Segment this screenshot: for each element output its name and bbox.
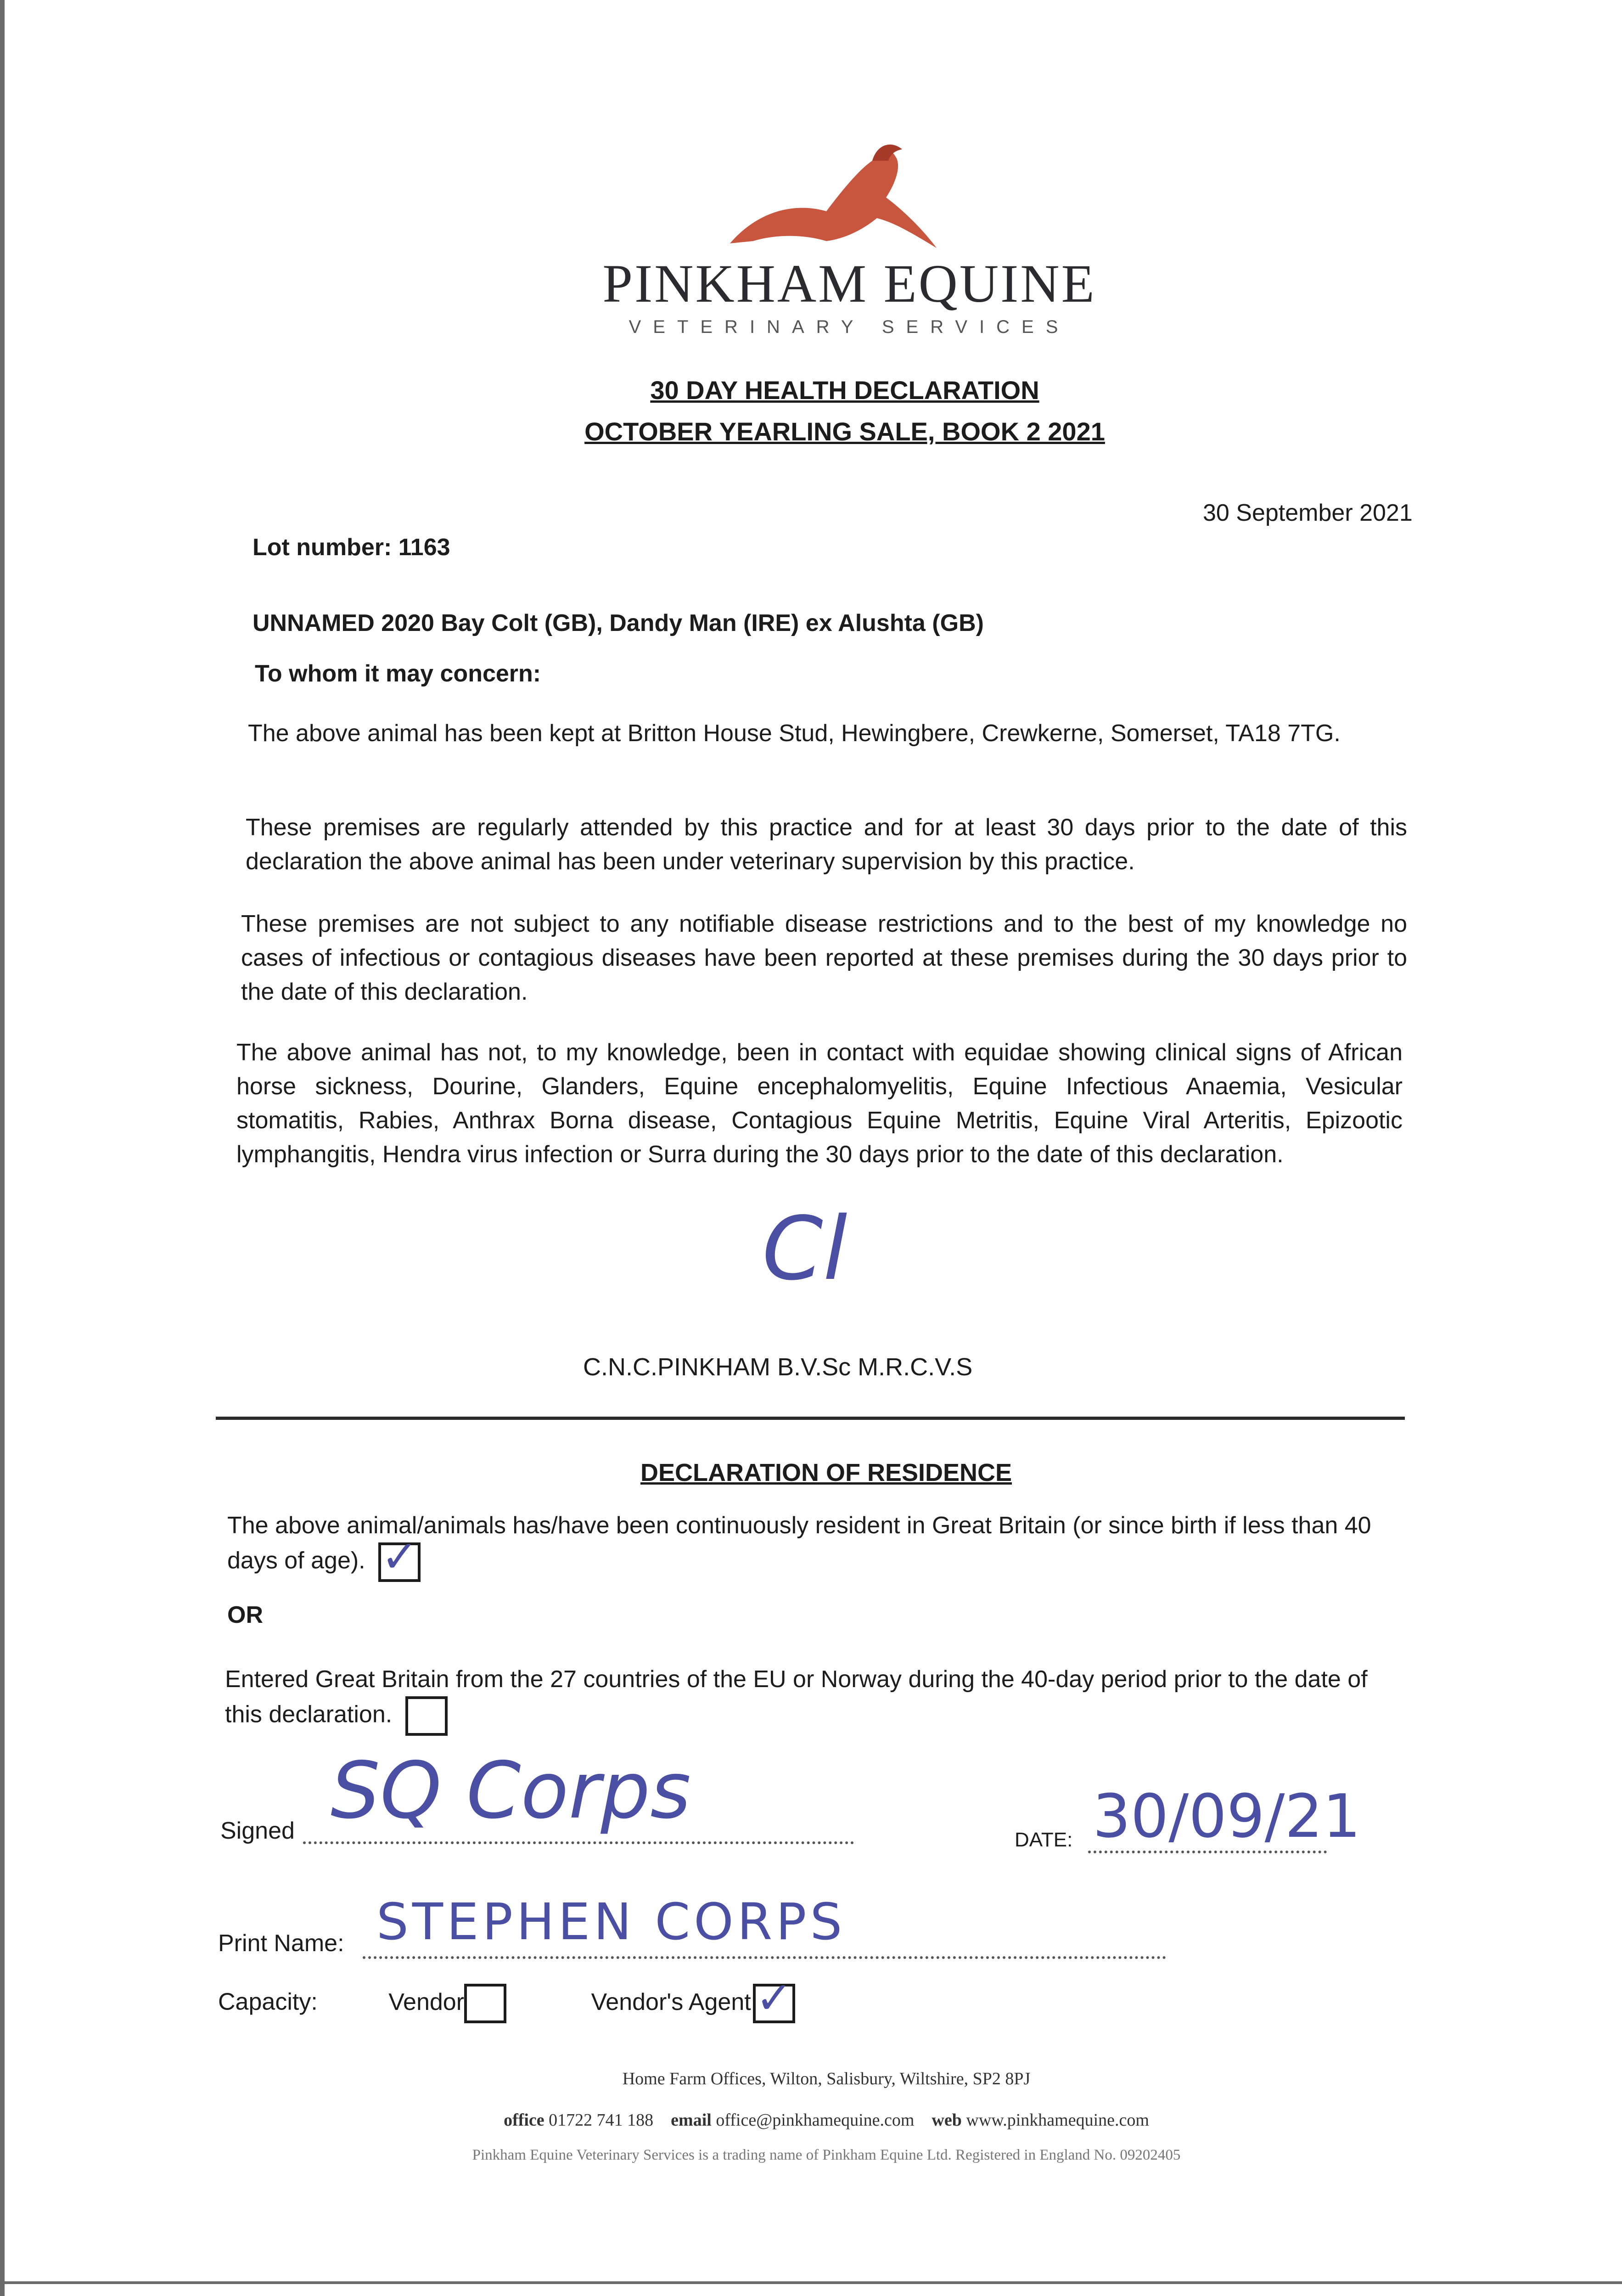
paragraph-premises: The above animal has been kept at Britton House Stud, Hewingbere, Crewkerne, Somerset, TA18 7TG. xyxy=(248,720,1341,747)
tick-icon: ✓ xyxy=(755,1974,793,2023)
vendor-label: Vendor xyxy=(388,1988,465,2015)
vendor-signature: SQ Corps xyxy=(331,1745,691,1836)
vendors-agent-checkbox[interactable] xyxy=(753,1974,795,2023)
entered-checkbox[interactable] xyxy=(405,1696,448,1736)
paragraph-contact: The above animal has not, to my knowledge, been in contact with equidae showing clinical signs of African horse sickness, Dourine, Glanders, Equine encephalomyelitis, Equine Infectious Anaemia, Vesicular stomatitis, Rabies, Anthrax Borna disease, Contagious Equine Metritis, Equine Viral Arteritis, Epizootic lymphangitis, Hendra virus infection or Surra during the 30 days prior to the date of this declaration. xyxy=(236,1039,1403,1168)
print-name-line[interactable] xyxy=(363,1956,1166,1959)
declaration-date: 30 September 2021 xyxy=(1203,500,1413,526)
residence-heading: DECLARATION OF RESIDENCE xyxy=(640,1459,1012,1486)
office-phone: 01722 741 188 xyxy=(549,2110,654,2130)
signature-line[interactable] xyxy=(303,1841,854,1844)
residence-option-2 xyxy=(225,1662,1373,1736)
brand-name: PINKHAM EQUINE xyxy=(602,253,1096,314)
office-label: office xyxy=(504,2110,544,2130)
print-name-handwritten: STEPHEN CORPS xyxy=(376,1892,846,1951)
scan-left-edge xyxy=(0,0,5,2296)
scan-bottom-edge xyxy=(0,2281,1622,2284)
date-handwritten: 30/09/21 xyxy=(1093,1781,1361,1851)
vendors-agent-label: Vendor's Agent xyxy=(591,1988,751,2015)
office-email: office@pinkhamequine.com xyxy=(716,2110,915,2130)
print-name-label: Print Name: xyxy=(218,1930,344,1957)
footer-contact xyxy=(298,2110,1354,2130)
paragraph-restrictions: These premises are not subject to any notifiable disease restrictions and to the best of my knowledge no cases of infectious or contagious diseases have been reported at these premises during the 30 days prior to the date of this declaration. xyxy=(241,911,1407,1005)
title-line-2: OCTOBER YEARLING SALE, BOOK 2 2021 xyxy=(584,417,1105,446)
date-label: DATE: xyxy=(1015,1829,1073,1851)
residence-option-1 xyxy=(227,1508,1393,1582)
resident-checkbox[interactable] xyxy=(378,1532,421,1582)
capacity-row xyxy=(218,1974,1136,2023)
residence-option-2-text: Entered Great Britain from the 27 countries of the EU or Norway during the 40-day period prior to the date of this declaration. xyxy=(225,1666,1368,1728)
website: www.pinkhamequine.com xyxy=(966,2110,1149,2130)
web-label: web xyxy=(932,2110,962,2130)
vet-name: C.N.C.PINKHAM B.V.Sc M.R.C.V.S xyxy=(583,1353,973,1381)
residence-option-1-text: The above animal/animals has/have been continuously resident in Great Britain (or since birth if less than 40 days of age). xyxy=(227,1512,1371,1574)
or-label: OR xyxy=(227,1602,263,1628)
section-divider xyxy=(216,1417,1405,1420)
signed-label: Signed xyxy=(220,1818,295,1844)
vendor-checkbox[interactable] xyxy=(464,1984,506,2023)
tick-icon: ✓ xyxy=(381,1532,418,1581)
title-line-1: 30 DAY HEALTH DECLARATION xyxy=(650,376,1039,405)
footer-address: Home Farm Offices, Wilton, Salisbury, Wiltshire, SP2 8PJ xyxy=(622,2069,1031,2088)
vet-signature: Cl xyxy=(762,1198,847,1300)
lot-number: Lot number: 1163 xyxy=(253,534,450,561)
capacity-label: Capacity: xyxy=(218,1988,318,2015)
brand-logo xyxy=(574,138,1125,335)
brand-tagline: VETERINARY SERVICES xyxy=(629,317,1070,337)
footer-legal: Pinkham Equine Veterinary Services is a trading name of Pinkham Equine Ltd. Registered in England No. 09202405 xyxy=(472,2147,1181,2163)
horse-logo-icon xyxy=(721,142,978,253)
paragraph-supervision: These premises are regularly attended by this practice and for at least 30 days prior to the date of this declaration the above animal has been under veterinary supervision by this practice. xyxy=(246,814,1407,875)
salutation: To whom it may concern: xyxy=(255,660,541,687)
animal-description: UNNAMED 2020 Bay Colt (GB), Dandy Man (IRE) ex Alushta (GB) xyxy=(253,610,984,636)
email-label: email xyxy=(671,2110,712,2130)
document-title xyxy=(505,370,1184,452)
